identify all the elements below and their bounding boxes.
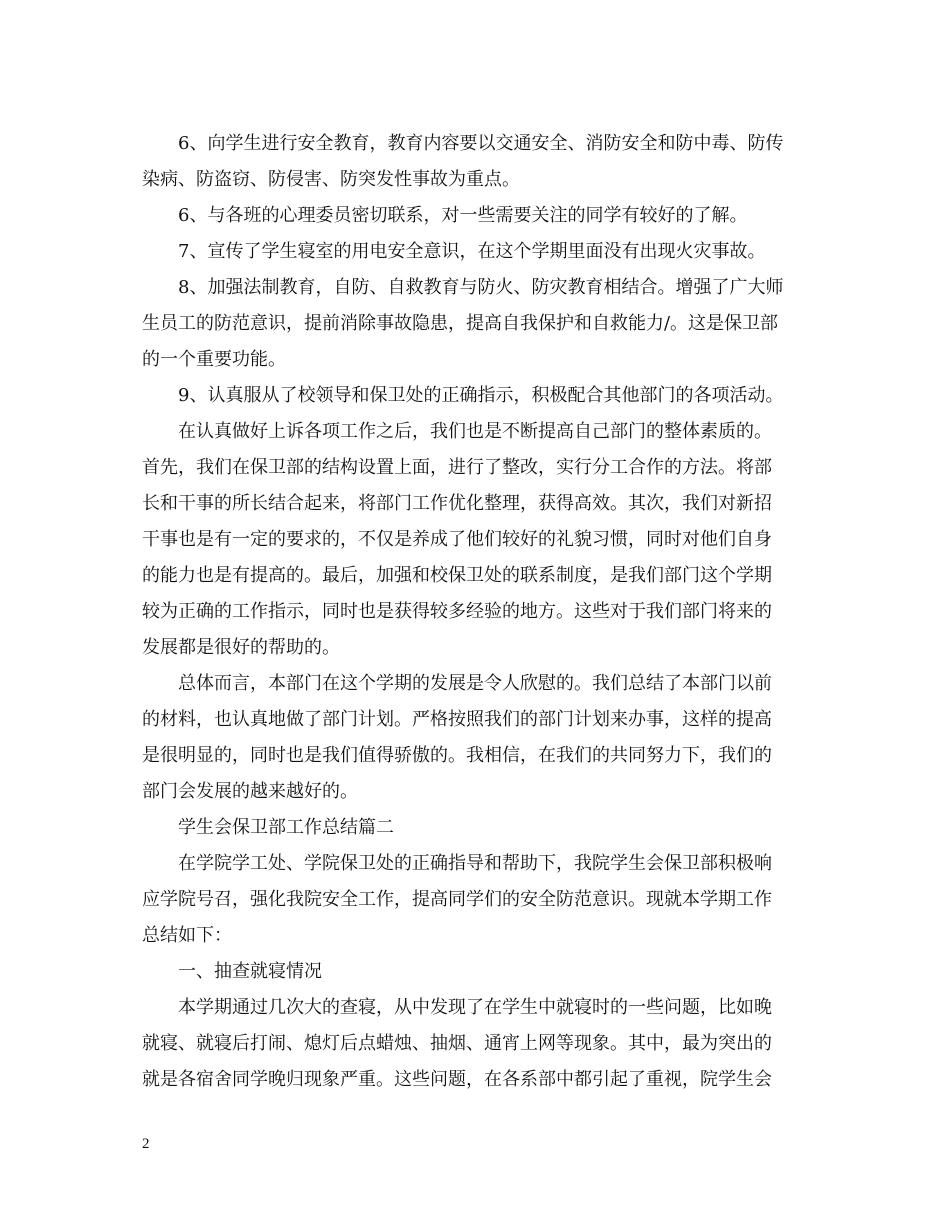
paragraph: 总体而言，本部门在这个学期的发展是令人欣慰的。我们总结了本部门以前 的材料，也认真地做了部门计划。严格按照我们的部门计划来办事，这样的提高 是很明显的，同时也是我们值得骄傲的。我相信，在我们的共同努力下，我们的 部门会发展的越来越好的。 [142, 673, 772, 802]
paragraph: 在学院学工处、学院保卫处的正确指导和帮助下，我院学生会保卫部积极响 应学院号召，强化我院安全工作，提高同学们的安全防范意识。现就本学期工作 总结如下： [142, 853, 772, 946]
document-body [142, 126, 810, 1098]
paragraph: 7、宣传了学生寝室的用电安全意识，在这个学期里面没有出现火灾事故。 [178, 241, 766, 262]
section-title: 学生会保卫部工作总结篇二 [178, 817, 394, 838]
paragraph: 本学期通过几次大的查寝，从中发现了在学生中就寝时的一些问题，比如晚 就寝、就寝后打闹、熄灯后点蜡烛、抽烟、通宵上网等现象。其中，最为突出的 就是各宿舍同学晚归现象严重。这些问题，在各系部中都引起了重视，院学生会 [142, 997, 772, 1090]
section-heading: 一、抽查就寝情况 [178, 961, 322, 982]
paragraph: 9、认真服从了校领导和保卫处的正确指示，积极配合其他部门的各项活动。 [178, 385, 784, 406]
paragraph: 6、与各班的心理委员密切联系，对一些需要关注的同学有较好的了解。 [178, 205, 748, 226]
paragraph: 8、加强法制教育，自防、自救教育与防火、防灾教育相结合。增强了广大师 生员工的防范意识，提前消除事故隐患，提高自我保护和自救能力/。这是保卫部 的一个重要功能。 [142, 277, 784, 370]
paragraph: 在认真做好上诉各项工作之后，我们也是不断提高自己部门的整体素质的。 首先，我们在保卫部的结构设置上面，进行了整改，实行分工合作的方法。将部 长和干事的所长结合起来，将部门工作优化整理，获得高效。其次，我们对新招 干事也是有一定的要求的，不仅是养成了他们较好的礼貌习惯，同时对他们自身 的能力也是有提高的。最后，加强和校保卫处的联系制度，是我们部门这个学期 较为正确的工作指示，同时也是获得较多经验的地方。这些对于我们部门将来的 发展都是很好的帮助的。 [142, 421, 772, 658]
paragraph: 6、向学生进行安全教育，教育内容要以交通安全、消防安全和防中毒、防传 染病、防盗窃、防侵害、防突发性事故为重点。 [142, 133, 784, 190]
page-number: 2 [142, 1136, 150, 1152]
